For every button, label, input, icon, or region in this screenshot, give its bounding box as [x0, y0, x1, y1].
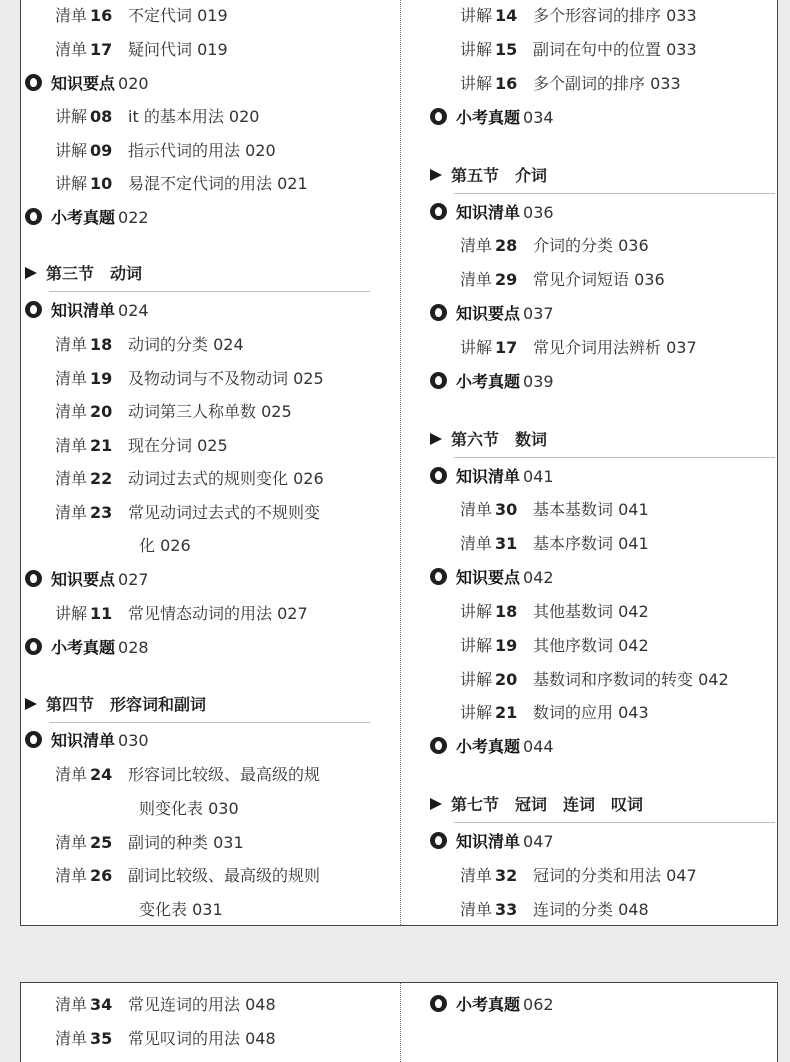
- category-label: 知识要点: [51, 74, 116, 93]
- flame-icon: [430, 372, 447, 389]
- entry-title: 副词在句中的位置 033: [533, 40, 697, 59]
- toc-entry[interactable]: [55, 1022, 276, 1055]
- entry-number: 32: [495, 866, 518, 885]
- category-page: 030: [118, 731, 149, 750]
- toc-category[interactable]: [430, 196, 554, 229]
- toc-entry[interactable]: [55, 462, 324, 495]
- section-title: 动词: [110, 264, 143, 283]
- section-number: 第三节: [46, 264, 95, 283]
- toc-category[interactable]: [430, 365, 554, 398]
- entry-title: 其他序数词 042: [533, 636, 649, 655]
- entry-type-label: 清单: [460, 866, 493, 885]
- entry-title: 其他基数词 042: [533, 602, 649, 621]
- entry-title: 介词的分类 036: [533, 236, 649, 255]
- section-number: 第五节: [451, 166, 500, 185]
- entry-type-label: 清单: [55, 503, 88, 522]
- flame-icon: [430, 737, 447, 754]
- entry-type-label: 清单: [55, 402, 88, 421]
- toc-entry[interactable]: [460, 629, 649, 662]
- category-label: 小考真题: [456, 737, 521, 756]
- entry-number: 14: [495, 6, 518, 25]
- toc-category[interactable]: [430, 730, 554, 763]
- entry-type-label: 讲解: [55, 604, 88, 623]
- toc-entry[interactable]: [55, 859, 320, 892]
- entry-title: 常见连词的用法 048: [128, 995, 276, 1014]
- entry-number: 23: [90, 503, 113, 522]
- toc-entry[interactable]: [55, 496, 320, 529]
- category-label: 小考真题: [456, 372, 521, 391]
- column-divider: [400, 0, 401, 925]
- entry-number: 24: [90, 765, 113, 784]
- entry-number: 18: [90, 335, 113, 354]
- category-label: 知识要点: [456, 304, 521, 323]
- toc-column-right: [430, 0, 775, 925]
- entry-title: 指示代词的用法 020: [128, 141, 276, 160]
- entry-number: 21: [90, 436, 113, 455]
- category-page: 041: [523, 467, 554, 486]
- entry-type-label: 讲解: [460, 636, 493, 655]
- category-label: 知识要点: [51, 570, 116, 589]
- toc-category[interactable]: [430, 297, 554, 330]
- category-page: 036: [523, 203, 554, 222]
- triangle-bullet-icon: [430, 169, 442, 181]
- entry-number: 20: [90, 402, 113, 421]
- flame-icon: [430, 467, 447, 484]
- toc-category[interactable]: [25, 724, 149, 757]
- category-label: 知识清单: [51, 731, 116, 750]
- entry-title: 动词的分类 024: [128, 335, 244, 354]
- toc-category[interactable]: [430, 460, 554, 493]
- toc-category[interactable]: [25, 294, 149, 327]
- triangle-bullet-icon: [430, 433, 442, 445]
- entry-title: 冠词的分类和用法 047: [533, 866, 697, 885]
- flame-icon: [430, 108, 447, 125]
- toc-entry[interactable]: [460, 263, 665, 296]
- section-underline: [49, 291, 370, 292]
- flame-icon: [430, 568, 447, 585]
- entry-title: 形容词比较级、最高级的规: [128, 765, 321, 784]
- entry-number: 28: [495, 236, 518, 255]
- entry-type-label: 清单: [55, 469, 88, 488]
- toc-entry[interactable]: [55, 758, 320, 791]
- category-label: 知识要点: [456, 568, 521, 587]
- entry-title: 多个副词的排序 033: [533, 74, 681, 93]
- entry-type-label: 讲解: [460, 670, 493, 689]
- flame-icon: [430, 304, 447, 321]
- toc-entry[interactable]: [55, 429, 228, 462]
- section-underline: [454, 457, 775, 458]
- toc-entry[interactable]: [55, 395, 292, 428]
- entry-title: 副词的种类 031: [128, 833, 244, 852]
- entry-number: 35: [90, 1029, 113, 1048]
- toc-entry[interactable]: [460, 527, 649, 560]
- entry-number: 11: [90, 604, 113, 623]
- toc-category[interactable]: [25, 631, 149, 664]
- entry-type-label: 清单: [55, 436, 88, 455]
- toc-entry-continuation[interactable]: 则变化表 030: [139, 799, 239, 818]
- entry-number: 16: [495, 74, 518, 93]
- entry-title: 基数词和序数词的转变 042: [533, 670, 729, 689]
- toc-entry[interactable]: [460, 595, 649, 628]
- toc-entry[interactable]: [460, 493, 649, 526]
- category-label: 小考真题: [51, 208, 116, 227]
- entry-type-label: 清单: [55, 369, 88, 388]
- entry-number: 10: [90, 174, 113, 193]
- entry-type-label: 清单: [460, 500, 493, 519]
- flame-icon: [25, 638, 42, 655]
- entry-title: 动词第三人称单数 025: [128, 402, 292, 421]
- toc-entry[interactable]: [55, 362, 324, 395]
- entry-title: 疑问代词 019: [128, 40, 228, 59]
- entry-title: 常见叹词的用法 048: [128, 1029, 276, 1048]
- entry-number: 15: [495, 40, 518, 59]
- category-label: 小考真题: [456, 995, 521, 1014]
- entry-type-label: 讲解: [55, 141, 88, 160]
- entry-number: 08: [90, 107, 113, 126]
- section-number: 第四节: [46, 695, 95, 714]
- triangle-bullet-icon: [25, 698, 37, 710]
- section-title: 介词: [515, 166, 548, 185]
- toc-entry[interactable]: [460, 893, 649, 926]
- toc-entry[interactable]: [55, 33, 228, 66]
- entry-title: 常见情态动词的用法 027: [128, 604, 308, 623]
- toc-entry[interactable]: [460, 859, 697, 892]
- entry-title: 常见介词用法辨析 037: [533, 338, 697, 357]
- toc-entry-continuation[interactable]: 变化表 031: [139, 900, 223, 919]
- entry-number: 22: [90, 469, 113, 488]
- flame-icon: [430, 203, 447, 220]
- entry-number: 09: [90, 141, 113, 160]
- category-page: 024: [118, 301, 149, 320]
- category-label: 知识清单: [456, 832, 521, 851]
- entry-type-label: 清单: [460, 900, 493, 919]
- category-page: 042: [523, 568, 554, 587]
- category-label: 知识清单: [51, 301, 116, 320]
- entry-title: 常见介词短语 036: [533, 270, 665, 289]
- entry-type-label: 清单: [55, 833, 88, 852]
- entry-type-label: 清单: [460, 534, 493, 553]
- entry-type-label: 讲解: [55, 174, 88, 193]
- toc-entry[interactable]: [460, 663, 729, 696]
- entry-type-label: 讲解: [55, 107, 88, 126]
- toc-entry[interactable]: [460, 0, 697, 32]
- entry-number: 26: [90, 866, 113, 885]
- section-title: 形容词和副词: [110, 695, 207, 714]
- flame-icon: [25, 301, 42, 318]
- section-underline: [454, 193, 775, 194]
- toc-category[interactable]: [430, 561, 554, 594]
- entry-type-label: 清单: [55, 6, 88, 25]
- entry-number: 29: [495, 270, 518, 289]
- entry-number: 21: [495, 703, 518, 722]
- toc-category[interactable]: [25, 201, 149, 234]
- entry-title: 现在分词 025: [128, 436, 228, 455]
- category-page: 027: [118, 570, 149, 589]
- triangle-bullet-icon: [430, 798, 442, 810]
- entry-type-label: 讲解: [460, 602, 493, 621]
- entry-type-label: 清单: [460, 270, 493, 289]
- entry-title: 易混不定代词的用法 021: [128, 174, 308, 193]
- section-heading[interactable]: [430, 423, 775, 456]
- entry-type-label: 清单: [55, 1029, 88, 1048]
- category-page: 022: [118, 208, 149, 227]
- entry-title: it 的基本用法 020: [128, 107, 260, 126]
- section-underline: [49, 722, 370, 723]
- entry-type-label: 讲解: [460, 74, 493, 93]
- toc-entry[interactable]: [55, 988, 276, 1021]
- entry-title: 动词过去式的规则变化 026: [128, 469, 324, 488]
- toc-column-left: [25, 983, 397, 1062]
- toc-column-right: [430, 983, 775, 1062]
- section-heading[interactable]: [25, 688, 370, 721]
- entry-number: 17: [90, 40, 113, 59]
- entry-type-label: 清单: [55, 765, 88, 784]
- toc-entry[interactable]: [55, 328, 244, 361]
- toc-column-left: [25, 0, 397, 925]
- entry-type-label: 清单: [55, 335, 88, 354]
- section-heading[interactable]: [430, 159, 775, 192]
- entry-title: 不定代词 019: [128, 6, 228, 25]
- section-number: 第六节: [451, 430, 500, 449]
- entry-title: 基本基数词 041: [533, 500, 649, 519]
- flame-icon: [430, 832, 447, 849]
- entry-number: 19: [495, 636, 518, 655]
- section-title: 冠词 连词 叹词: [515, 795, 644, 814]
- section-heading[interactable]: [25, 257, 370, 290]
- toc-entry[interactable]: [460, 67, 681, 100]
- entry-title: 连词的分类 048: [533, 900, 649, 919]
- entry-type-label: 清单: [460, 236, 493, 255]
- column-divider: [400, 983, 401, 1062]
- category-label: 知识清单: [456, 467, 521, 486]
- category-page: 037: [523, 304, 554, 323]
- category-page: 028: [118, 638, 149, 657]
- toc-entry[interactable]: [55, 100, 259, 133]
- toc-entry-continuation[interactable]: 化 026: [139, 536, 191, 555]
- entry-number: 16: [90, 6, 113, 25]
- entry-type-label: 清单: [55, 995, 88, 1014]
- entry-number: 33: [495, 900, 518, 919]
- entry-type-label: 清单: [55, 40, 88, 59]
- section-title: 数词: [515, 430, 548, 449]
- entry-number: 31: [495, 534, 518, 553]
- flame-icon: [25, 731, 42, 748]
- section-heading[interactable]: [430, 788, 775, 821]
- toc-entry[interactable]: [460, 229, 649, 262]
- toc-category[interactable]: [25, 67, 149, 100]
- category-label: 知识清单: [456, 203, 521, 222]
- toc-panel-upper: [20, 0, 778, 926]
- flame-icon: [25, 570, 42, 587]
- entry-number: 18: [495, 602, 518, 621]
- flame-icon: [25, 208, 42, 225]
- toc-entry[interactable]: [460, 33, 697, 66]
- section-underline: [454, 822, 775, 823]
- category-page: 020: [118, 74, 149, 93]
- entry-number: 20: [495, 670, 518, 689]
- toc-entry[interactable]: [55, 0, 228, 32]
- toc-panel-lower: [20, 982, 778, 1062]
- entry-type-label: 清单: [55, 866, 88, 885]
- flame-icon: [25, 74, 42, 91]
- toc-entry[interactable]: [460, 696, 649, 729]
- entry-title: 数词的应用 043: [533, 703, 649, 722]
- category-page: 039: [523, 372, 554, 391]
- category-page: 047: [523, 832, 554, 851]
- category-page: 034: [523, 108, 554, 127]
- entry-title: 常见动词过去式的不规则变: [128, 503, 321, 522]
- toc-entry[interactable]: [55, 134, 276, 167]
- entry-type-label: 讲解: [460, 40, 493, 59]
- entry-number: 19: [90, 369, 113, 388]
- entry-number: 30: [495, 500, 518, 519]
- entry-number: 34: [90, 995, 113, 1014]
- entry-number: 25: [90, 833, 113, 852]
- toc-entry[interactable]: [55, 597, 308, 630]
- entry-type-label: 讲解: [460, 6, 493, 25]
- entry-title: 多个形容词的排序 033: [533, 6, 697, 25]
- entry-title: 基本序数词 041: [533, 534, 649, 553]
- toc-category[interactable]: [25, 563, 149, 596]
- category-page: 044: [523, 737, 554, 756]
- flame-icon: [430, 995, 447, 1012]
- category-label: 小考真题: [51, 638, 116, 657]
- entry-number: 17: [495, 338, 518, 357]
- section-number: 第七节: [451, 795, 500, 814]
- entry-type-label: 讲解: [460, 338, 493, 357]
- entry-type-label: 讲解: [460, 703, 493, 722]
- toc-entry[interactable]: [55, 826, 244, 859]
- toc-entry[interactable]: [55, 167, 308, 200]
- entry-title: 副词比较级、最高级的规则: [128, 866, 321, 885]
- triangle-bullet-icon: [25, 267, 37, 279]
- toc-category[interactable]: [430, 988, 554, 1021]
- toc-entry[interactable]: [460, 331, 697, 364]
- category-page: 062: [523, 995, 554, 1014]
- toc-category[interactable]: [430, 825, 554, 858]
- category-label: 小考真题: [456, 108, 521, 127]
- entry-title: 及物动词与不及物动词 025: [128, 369, 324, 388]
- toc-category[interactable]: [430, 101, 554, 134]
